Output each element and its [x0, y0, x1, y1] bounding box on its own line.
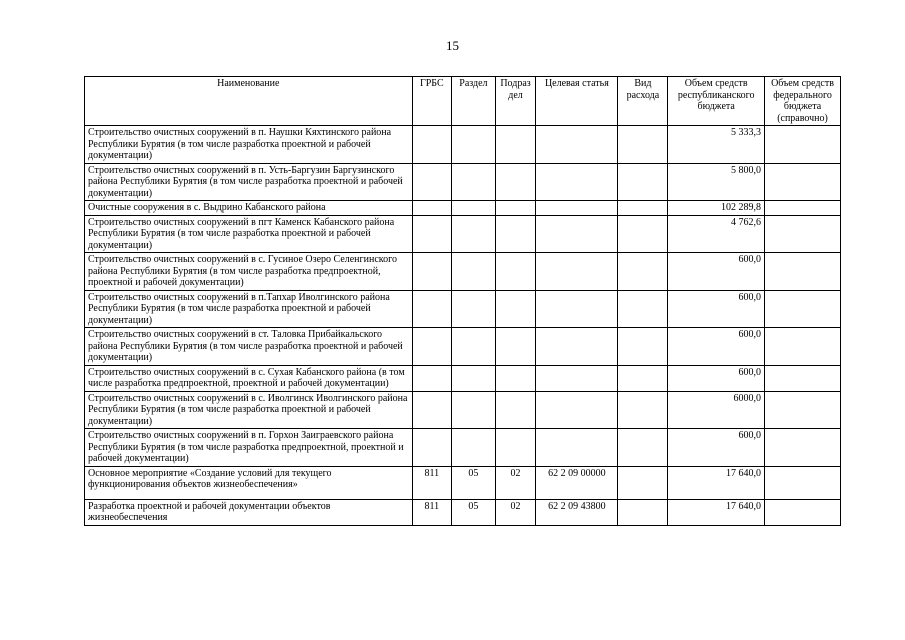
- header-name: Наименование: [85, 77, 413, 126]
- table-row: [85, 126, 841, 164]
- cell-grbs: 811: [412, 499, 452, 525]
- cell-resp: 5 333,3: [668, 126, 765, 164]
- cell-name: Строительство очистных сооружений в п.Тапхар Иволгинского района Республики Бурятия (в том числе разработка проектной и рабочей документации): [85, 290, 413, 328]
- header-razdel: Раздел: [452, 77, 496, 126]
- cell-vid: [618, 466, 668, 499]
- cell-resp: 102 289,8: [668, 201, 765, 216]
- cell-grbs: [412, 429, 452, 467]
- cell-fed: [765, 163, 841, 201]
- cell-grbs: [412, 163, 452, 201]
- table-row: [85, 328, 841, 366]
- cell-resp: 4 762,6: [668, 215, 765, 253]
- cell-podrazdel: 02: [495, 499, 536, 525]
- cell-podrazdel: [495, 328, 536, 366]
- cell-grbs: [412, 126, 452, 164]
- cell-grbs: [412, 201, 452, 216]
- cell-fed: [765, 253, 841, 291]
- cell-grbs: [412, 253, 452, 291]
- cell-vid: [618, 429, 668, 467]
- header-grbs: ГРБС: [412, 77, 452, 126]
- cell-celevaya: [536, 328, 618, 366]
- header-podrazdel: Подраз дел: [495, 77, 536, 126]
- cell-celevaya: [536, 253, 618, 291]
- table-row: [85, 391, 841, 429]
- cell-razdel: [452, 253, 496, 291]
- cell-name: Строительство очистных сооружений в ст. Таловка Прибайкальского района Республики Бурятия (в том числе разработка проектной и рабочей документации): [85, 328, 413, 366]
- cell-fed: [765, 365, 841, 391]
- cell-podrazdel: [495, 163, 536, 201]
- cell-vid: [618, 126, 668, 164]
- cell-celevaya: [536, 201, 618, 216]
- cell-resp: 17 640,0: [668, 466, 765, 499]
- table-row: [85, 429, 841, 467]
- cell-fed: [765, 126, 841, 164]
- table-row: [85, 163, 841, 201]
- cell-razdel: [452, 429, 496, 467]
- header-resp: Объем средств республиканского бюджета: [668, 77, 765, 126]
- cell-podrazdel: [495, 126, 536, 164]
- cell-fed: [765, 429, 841, 467]
- cell-resp: 600,0: [668, 365, 765, 391]
- header-fed: Объем средств федерального бюджета (справочно): [765, 77, 841, 126]
- cell-celevaya: [536, 126, 618, 164]
- cell-name: Основное мероприятие «Создание условий для текущего функционирования объектов жизнеобеспечения»: [85, 466, 413, 499]
- cell-name: Очистные сооружения в с. Выдрино Кабанского района: [85, 201, 413, 216]
- cell-name: Строительство очистных сооружений в п. Наушки Кяхтинского района Республики Бурятия (в том числе разработка проектной и рабочей документации): [85, 126, 413, 164]
- cell-fed: [765, 290, 841, 328]
- budget-table: [84, 76, 841, 526]
- cell-vid: [618, 328, 668, 366]
- table-row: [85, 466, 841, 499]
- cell-vid: [618, 499, 668, 525]
- cell-fed: [765, 499, 841, 525]
- cell-vid: [618, 215, 668, 253]
- cell-resp: 6000,0: [668, 391, 765, 429]
- cell-fed: [765, 215, 841, 253]
- cell-name: Строительство очистных сооружений в п. Горхон Заиграевского района Республики Бурятия (в том числе разработка предпроектной, проектной и рабочей документации): [85, 429, 413, 467]
- cell-grbs: [412, 328, 452, 366]
- cell-celevaya: [536, 290, 618, 328]
- cell-razdel: [452, 215, 496, 253]
- table-row: [85, 365, 841, 391]
- cell-fed: [765, 466, 841, 499]
- cell-resp: 17 640,0: [668, 499, 765, 525]
- table-row: [85, 253, 841, 291]
- cell-resp: 600,0: [668, 253, 765, 291]
- cell-fed: [765, 391, 841, 429]
- table-row: [85, 201, 841, 216]
- table-row: [85, 215, 841, 253]
- cell-name: Строительство очистных сооружений в с. Иволгинск Иволгинского района Республики Бурятия (в том числе разработка проектной и рабочей документации): [85, 391, 413, 429]
- cell-celevaya: 62 2 09 00000: [536, 466, 618, 499]
- header-celevaya: Целевая статья: [536, 77, 618, 126]
- cell-razdel: [452, 126, 496, 164]
- cell-grbs: [412, 215, 452, 253]
- cell-grbs: [412, 365, 452, 391]
- cell-podrazdel: [495, 215, 536, 253]
- cell-razdel: 05: [452, 499, 496, 525]
- cell-name: Разработка проектной и рабочей документации объектов жизнеобеспечения: [85, 499, 413, 525]
- cell-vid: [618, 201, 668, 216]
- cell-celevaya: [536, 391, 618, 429]
- cell-razdel: [452, 328, 496, 366]
- cell-name: Строительство очистных сооружений в с. Сухая Кабанского района (в том числе разработка предпроектной, проектной и рабочей документации): [85, 365, 413, 391]
- cell-resp: 600,0: [668, 328, 765, 366]
- cell-name: Строительство очистных сооружений в с. Гусиное Озеро Селенгинского района Республики Бурятия (в том числе разработка предпроектной, проектной и рабочей документации): [85, 253, 413, 291]
- table-header-row: [85, 77, 841, 126]
- cell-razdel: [452, 365, 496, 391]
- cell-vid: [618, 365, 668, 391]
- page-number: 15: [446, 38, 459, 53]
- cell-vid: [618, 290, 668, 328]
- cell-fed: [765, 328, 841, 366]
- cell-grbs: [412, 391, 452, 429]
- cell-podrazdel: [495, 253, 536, 291]
- cell-celevaya: 62 2 09 43800: [536, 499, 618, 525]
- cell-resp: 600,0: [668, 429, 765, 467]
- cell-podrazdel: 02: [495, 466, 536, 499]
- cell-name: Строительство очистных сооружений в пгт Каменск Кабанского района Республики Бурятия (в том числе разработка проектной и рабочей документации): [85, 215, 413, 253]
- cell-grbs: [412, 290, 452, 328]
- cell-celevaya: [536, 163, 618, 201]
- cell-resp: 600,0: [668, 290, 765, 328]
- cell-podrazdel: [495, 391, 536, 429]
- table-row: [85, 499, 841, 525]
- cell-vid: [618, 391, 668, 429]
- table-row: [85, 290, 841, 328]
- header-vid: Вид расхода: [618, 77, 668, 126]
- cell-razdel: [452, 201, 496, 216]
- cell-podrazdel: [495, 365, 536, 391]
- cell-razdel: [452, 163, 496, 201]
- cell-podrazdel: [495, 201, 536, 216]
- cell-razdel: 05: [452, 466, 496, 499]
- cell-celevaya: [536, 429, 618, 467]
- cell-name: Строительство очистных сооружений в п. Усть-Баргузин Баргузинского района Республики Бурятия (в том числе разработка проектной и рабочей документации): [85, 163, 413, 201]
- cell-vid: [618, 163, 668, 201]
- cell-razdel: [452, 391, 496, 429]
- cell-vid: [618, 253, 668, 291]
- cell-fed: [765, 201, 841, 216]
- cell-podrazdel: [495, 290, 536, 328]
- cell-resp: 5 800,0: [668, 163, 765, 201]
- cell-celevaya: [536, 215, 618, 253]
- cell-razdel: [452, 290, 496, 328]
- cell-celevaya: [536, 365, 618, 391]
- cell-grbs: 811: [412, 466, 452, 499]
- cell-podrazdel: [495, 429, 536, 467]
